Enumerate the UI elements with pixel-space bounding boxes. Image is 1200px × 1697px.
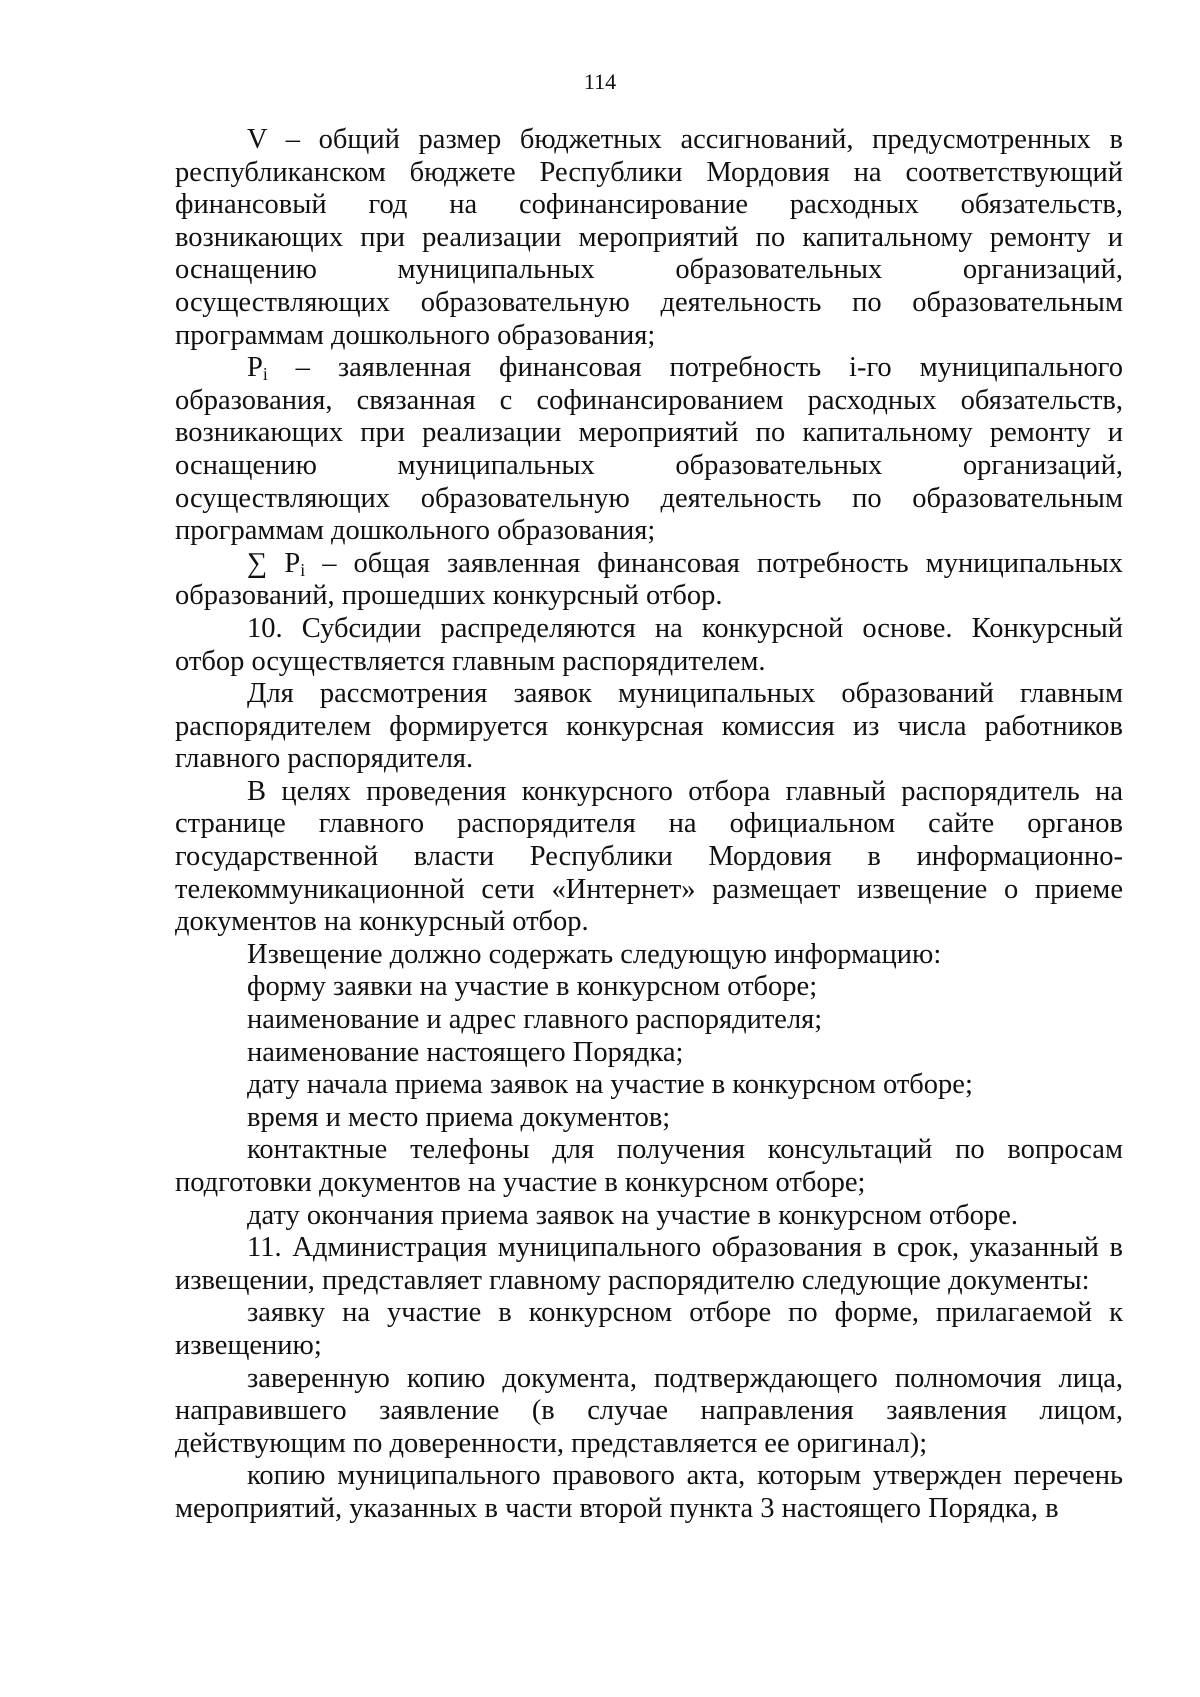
list-item: дату окончания приема заявок на участие в конкурсном отборе. — [247, 1199, 1018, 1231]
formula-symbol: ∑ $P_i$ — [247, 547, 306, 580]
document-body — [175, 124, 1123, 1526]
paragraph-item-11: 11. Администрация муниципального образования в срок, указанный в извещении, представляет главному распорядителю следующие документы: — [175, 1232, 1123, 1296]
paragraph-sum-pi-definition: ∑ $P_i$ – общая заявленная финансовая потребность муниципальных образований, прошедших конкурсный отбор. — [175, 547, 1123, 612]
formula-symbol: $P_i$ — [247, 352, 268, 385]
paragraph-notice-publication: В целях проведения конкурсного отбора главный распорядитель на странице главного распорядителя на официальном сайте органов государственной власти Республики Мордовия в информационно-телекоммуникационной сети «Интернет» размещает извещение о приеме документов на конкурсный отбор. — [175, 775, 1123, 938]
list-item: заявку на участие в конкурсном отборе по форме, прилагаемой к извещению; — [175, 1297, 1123, 1361]
list-item: форму заявки на участие в конкурсном отборе; — [247, 971, 818, 1003]
paragraph-item-10: 10. Субсидии распределяются на конкурсной основе. Конкурсный отбор осуществляется главным распорядителем. — [175, 612, 1123, 677]
paragraph-notice-contents: Извещение должно содержать следующую информацию: — [247, 938, 942, 970]
list-item: дату начала приема заявок на участие в конкурсном отборе; — [247, 1069, 973, 1101]
list-item: наименование настоящего Порядка; — [247, 1036, 684, 1068]
paragraph-pi-definition: $P_i$ – заявленная финансовая потребность i-го муниципального образования, связанная с софинансированием расходных обязательств, возникающих при реализации мероприятий по капитальному ремонту и оснащению муниципальных образовательных организаций, осуществляющих образовательную деятельность по образовательным программам дошкольного образования; — [175, 352, 1123, 547]
list-item: наименование и адрес главного распорядителя; — [247, 1004, 823, 1036]
list-item: заверенную копию документа, подтверждающего полномочия лица, направившего заявление (в случае направления заявления лицом, действующим по доверенности, представляется ее оригинал); — [175, 1362, 1123, 1459]
paragraph-commission: Для рассмотрения заявок муниципальных образований главным распорядителем формируется конкурсная комиссия из числа работников главного распорядителя. — [175, 678, 1123, 775]
list-item: время и место приема документов; — [247, 1101, 671, 1133]
paragraph-v-definition: V – общий размер бюджетных ассигнований, предусмотренных в республиканском бюджете Республики Мордовия на соответствующий финансовый год на софинансирование расходных обязательств, возникающих при реализации мероприятий по капитальному ремонту и оснащению муниципальных образовательных организаций, осуществляющих образовательную деятельность по образовательным программам дошкольного образования; — [175, 124, 1123, 351]
list-item: копию муниципального правового акта, которым утвержден перечень мероприятий, указанных в части второй пункта 3 настоящего Порядка, в — [175, 1460, 1123, 1524]
list-item: контактные телефоны для получения консультаций по вопросам подготовки документов на участие в конкурсном отборе; — [175, 1134, 1123, 1198]
page-number: 114 — [583, 69, 617, 94]
